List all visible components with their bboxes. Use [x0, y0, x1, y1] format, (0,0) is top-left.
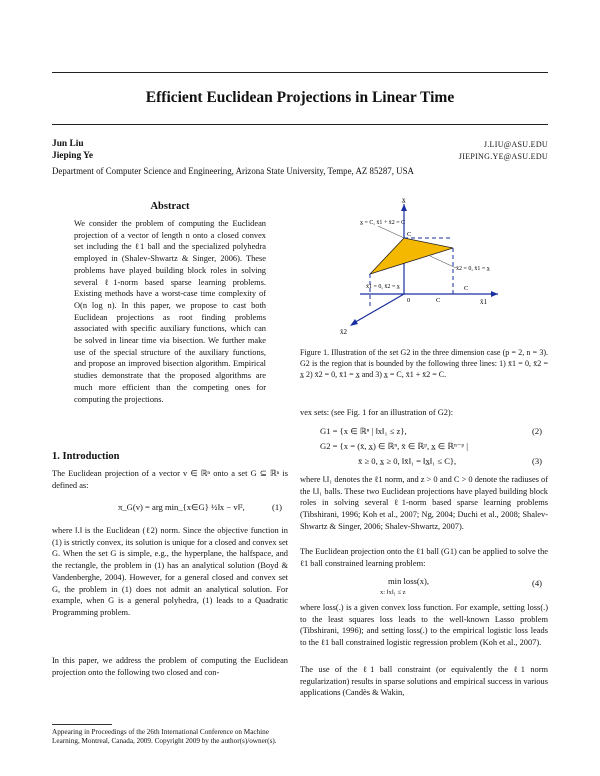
leader-line	[430, 256, 456, 268]
label-origin: 0	[407, 297, 411, 304]
title-bottom-rule	[52, 124, 548, 125]
equation-4: min loss(x),	[388, 576, 430, 586]
equation-3-number: (3)	[532, 456, 543, 466]
leader-line	[378, 226, 404, 238]
body-paragraph: The Euclidean projection onto the ℓ1 ball (G1) can be applied to solve the ℓ1 ball constrained learning problem:	[300, 547, 548, 568]
author-name: Jieping Ye	[52, 151, 94, 161]
footnote-rule	[52, 724, 112, 725]
equation-4-subscript: x: ‖x‖₁ ≤ z	[380, 589, 406, 596]
equation-3: G2 = {x = (x̄, x̲) ∈ ℝⁿ, x̄ ∈ ℝᵖ, x̲ ∈ ℝⁿ⁻ᵖ |	[320, 441, 468, 451]
figure-1-diagram	[330, 196, 510, 336]
footnote: Appearing in Proceedings of the 26th International Conference on Machine Learning, Montreal, Canada, 2009. Copyright 2009 by the author(s)/owner(s).	[52, 728, 277, 746]
abstract-heading: Abstract	[150, 201, 190, 212]
figure-caption: Figure 1. Illustration of the set G2 in the three dimension case (p = 2, n = 3). G2 is the region that is bounded by the following three lines: 1) x̄1 = 0, x̄2 = x̲ 2) x̄2 = 0, x̄1 = x̲ and 3) x̲ = C, x̄1 + x̄2 = C.	[300, 348, 548, 380]
author-email[interactable]: JIEPING.YE@ASU.EDU	[458, 152, 548, 161]
label-axis-up: x̲	[402, 196, 406, 204]
body-paragraph: where ‖.‖₁ denotes the ℓ1 norm, and z > 0 and C > 0 denote the radiuses of the ‖.‖₁ balls. These two Euclidean projections have played building block roles in solving several ℓ1-norm based sparse learning problems (Tibshirani, 1996; Koh et al., 2007; Ng, 2004; Duchi et al., 2008; Shalev-Shwartz & Singer, 2006; Shalev-Shwartz, 2007).	[300, 475, 548, 531]
label-top-line: x̲ = C, x̄1 + x̄2 = C	[360, 220, 406, 226]
intro-paragraph: where ‖.‖ is the Euclidean (ℓ2) norm. Since the objective function in (1) is strictly convex, its solution is unique for a closed and convex set G. When the set G is simple, e.g., the hyperplane, the halfspace, and the rectangle, the problem in (1) has an analytical solution (Boyd & Vandenberghe, 2004). However, for a general closed and convex set G, the problem in (1) does not admit an analytical solution. For example, when G is a general polyhedra, (1) leads to a Quadratic Programming problem.	[52, 526, 288, 617]
equation-3-cont: x̄ ≥ 0, x̲ ≥ 0, ‖x̄‖₁ = ‖x̲‖₁ ≤ C},	[358, 456, 457, 466]
equation-1-number: (1)	[272, 502, 283, 512]
equation-2-number: (2)	[532, 426, 543, 436]
body-paragraph: where loss(.) is a given convex loss function. For example, setting loss(.) to the least squares loss leads to the well-known Lasso problem (Tibshirani, 1996); and setting loss(.) to the empirical logistic loss leads to the ℓ1 ball constrained logistic regression problem (Koh et al., 2007).	[300, 603, 548, 648]
label-right-line: x̄2 = 0, x̄1 = x̲	[456, 266, 490, 272]
body-paragraph: vex sets: (see Fig. 1 for an illustration of G2):	[300, 408, 454, 417]
label-c: C	[464, 285, 469, 292]
label-axis-x2: x̄2	[340, 328, 347, 336]
label-left-line: x̄1 = 0, x̄2 = x̲	[366, 284, 400, 290]
equation-2: G1 = {x ∈ ℝⁿ | ‖x‖₁ ≤ z},	[320, 426, 407, 436]
author-name: Jun Liu	[52, 139, 84, 149]
arrow-icon	[401, 204, 407, 211]
affiliation: Department of Computer Science and Engineering, Arizona State University, Tempe, AZ 85287, USA	[52, 166, 414, 176]
abstract-body: We consider the problem of computing the Euclidean projection of a vector of length n onto a closed convex set including the ℓ1 ball and the specialized polyhedra employed in (Shalev-Shwartz & Singer, 2006). These problems have played building block roles in solving several ℓ1-norm based sparse learning problems. Existing methods have a worst-case time complexity of O(n log n). In this paper, we propose to cast both Euclidean projections as root finding problems associated with specific auxiliary functions, which can be solved in linear time via bisection. We further make use of the special structure of the auxiliary functions, and propose an improved bisection algorithm. Empirical studies demonstrate that the proposed algorithms are much more efficient than the competing ones for computing the projections.	[74, 219, 266, 404]
title-top-rule	[52, 72, 548, 73]
equation-4-number: (4)	[532, 578, 543, 588]
label-axis-x1: x̄1	[480, 298, 487, 306]
intro-paragraph: The Euclidean projection of a vector v ∈ ℝⁿ onto a set G ⊆ ℝⁿ is defined as:	[52, 469, 288, 490]
arrow-icon	[491, 291, 498, 297]
arrow-icon	[350, 319, 358, 326]
intro-heading: 1. Introduction	[52, 451, 120, 462]
paper-title: Efficient Euclidean Projections in Linear Time	[145, 89, 455, 106]
g2-region	[370, 238, 453, 274]
axis-x2	[352, 294, 404, 324]
label-c: C	[407, 231, 412, 238]
intro-paragraph: In this paper, we address the problem of computing the Euclidean projection onto the following two closed and con-	[52, 656, 288, 677]
body-paragraph: The use of the ℓ1 ball constraint (or equivalently the ℓ1 norm regularization) results in sparse solutions and empirical success in various applications (Candès & Wakin,	[300, 665, 548, 698]
label-c: C	[436, 297, 441, 304]
author-email[interactable]: J.LIU@ASU.EDU	[483, 140, 548, 149]
equation-1: π_G(v) = arg min_{x∈G} ½‖x − v‖²,	[118, 502, 245, 512]
